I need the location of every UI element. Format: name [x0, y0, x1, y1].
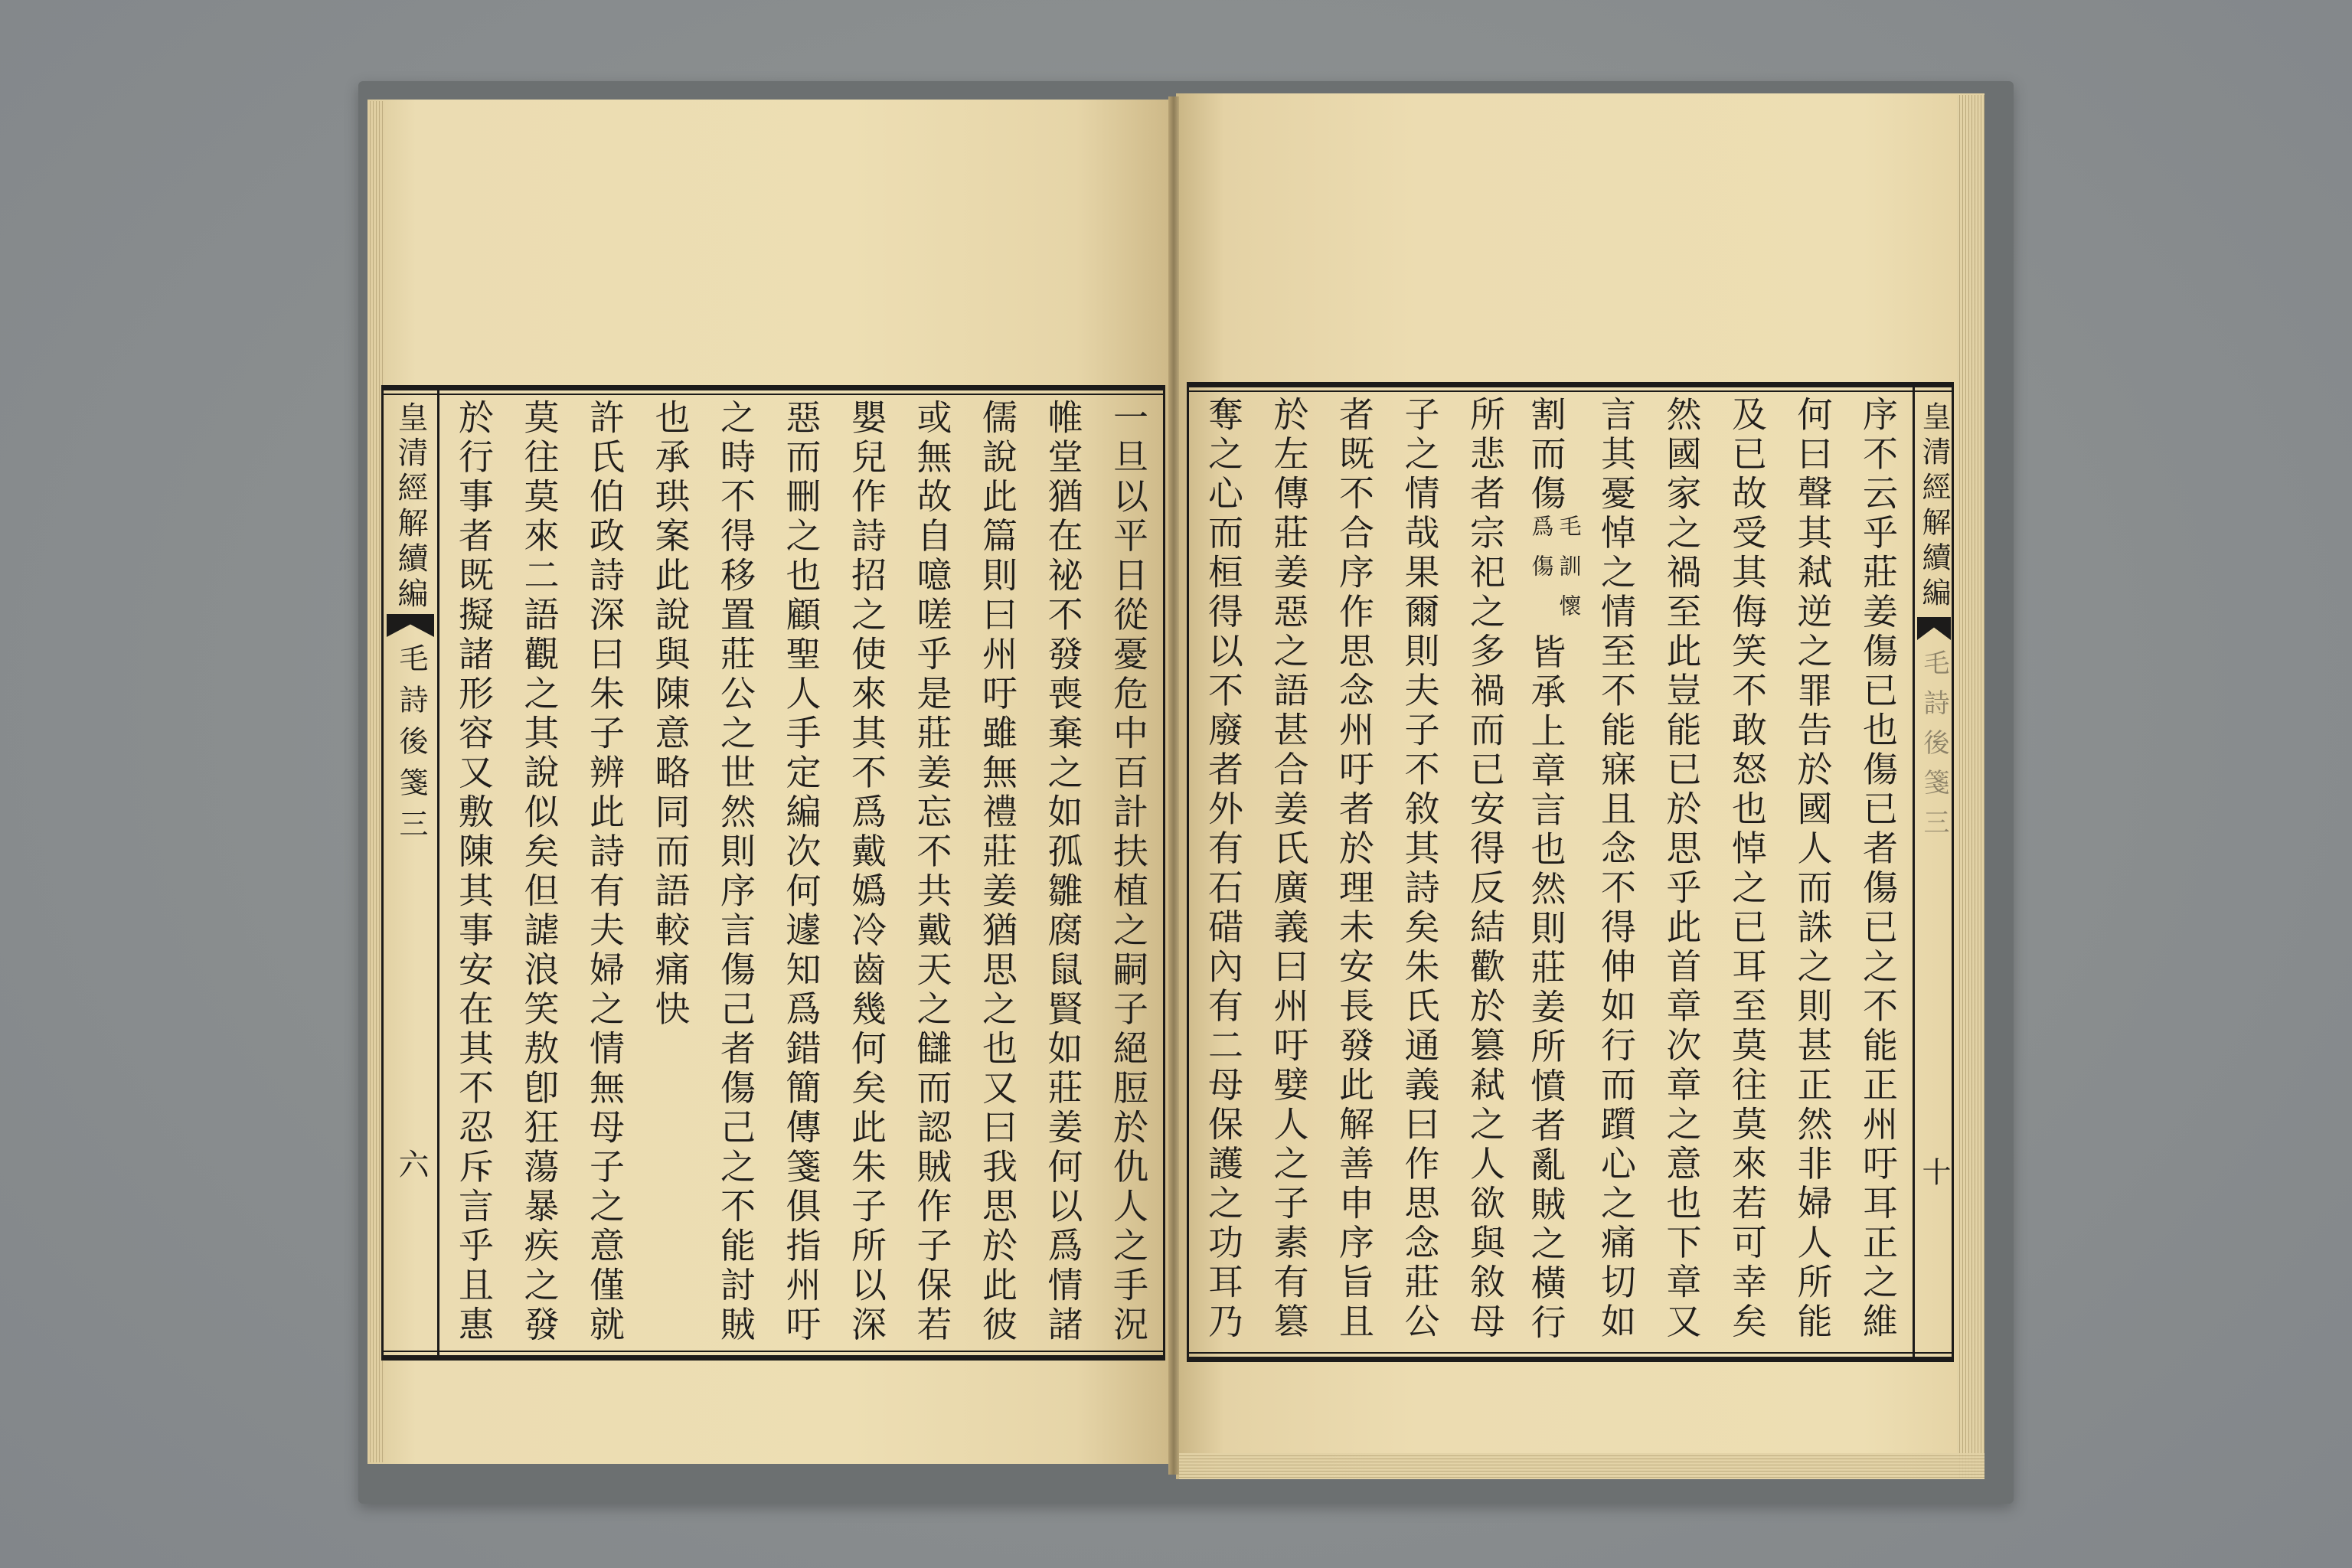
text-column: 惡而刪之也顧聖人手定編次何遽知爲錯簡傳箋俱指州吁 [780, 399, 822, 1345]
text-column: 何曰聲其弒逆之罪告於國人而誅之則甚正然非婦人所能 [1792, 396, 1834, 1342]
text-column: 儒說此篇則曰州吁雖無禮莊姜猶思之也又曰我思於此彼 [977, 399, 1018, 1345]
right-frame-top-rule [1187, 382, 1954, 387]
interlinear-note: 毛訓懷爲傷 [1528, 514, 1583, 634]
text-column: 言其憂悼之情至不能寐且念不得伸如行而躓心之痛切如 [1596, 396, 1637, 1342]
text-column: 許氏伯政詩深曰朱子辨此詩有夫婦之情無母子之意僅就 [584, 399, 626, 1345]
right-folio-number: 十 [1917, 1157, 1951, 1186]
right-volume-title: 毛詩後箋三 [1919, 649, 1949, 848]
column-text-before-note: 割而傷 [1525, 396, 1567, 514]
text-column: 子之情哉果爾則夫子不敘其詩矣朱氏通義曰作思念莊公 [1399, 396, 1441, 1342]
right-frame-outer-right-rule [1952, 382, 1954, 1362]
text-column-annotated [1518, 396, 1583, 1354]
text-column: 奪之心而桓得以不廢者外有石碏內有二母保護之功耳乃 [1203, 396, 1244, 1342]
text-column: 莫往莫來二語觀之其說似矣但謔浪笑敖卽狂蕩暴疾之發 [518, 399, 560, 1345]
left-volume-title: 毛詩後箋三 [394, 643, 428, 850]
bottom-page-edge-stack [1179, 1453, 1984, 1479]
right-page-fold-margin [1915, 387, 1952, 1355]
text-column: 嬰兒作詩招之使來其不爲戴嬀冷齒幾何矣此朱子所以深 [846, 399, 887, 1345]
left-fishtail-mark [387, 614, 434, 637]
text-column: 序不云乎莊姜傷已也傷已者傷已之不能正州吁耳正之維 [1857, 396, 1899, 1342]
left-folio-number: 六 [394, 1148, 429, 1179]
right-page-text-block [1191, 396, 1910, 1354]
text-column: 然國家之禍至此豈能已於思乎此首章次章之意也下章又 [1661, 396, 1703, 1342]
column-text-after-note: 皆承上章言也然則莊姜所憤者亂賊之橫行 [1525, 633, 1567, 1344]
text-column: 及已故受其侮笑不敢怒也悼之已耳至莫往莫來若可幸矣 [1726, 396, 1768, 1342]
right-frame-bottom-rule [1187, 1357, 1954, 1362]
book-gutter [1168, 96, 1179, 1475]
right-frame-outer-left-rule [1187, 382, 1189, 1362]
left-frame-center-rule [437, 385, 439, 1361]
right-fishtail-mark [1917, 617, 1951, 640]
right-frame-top-inner-rule [1188, 390, 1952, 392]
text-column: 也承珙案此說與陳意略同而語較痛快 [649, 399, 691, 1030]
right-page-edge-stack [1957, 95, 1984, 1478]
left-frame-outer-right-rule [1163, 385, 1165, 1361]
text-column: 或無故自噫嗟乎是莊姜忘不共戴天之讎而認賊作子保若 [911, 399, 953, 1345]
left-frame-top-rule [381, 385, 1165, 390]
text-column: 於左傳莊姜惡之語甚合姜氏廣義曰州吁嬖人之子素有篡 [1268, 396, 1310, 1342]
left-page-fold-margin [384, 390, 437, 1355]
text-column: 一旦以平日從憂危中百計扶植之嗣子絕脰於仇人之手況 [1108, 399, 1149, 1345]
text-column: 之時不得移置莊公之世然則序言傷己者傷己之不能討賊 [715, 399, 756, 1345]
text-column: 者既不合序作思念州吁者於理未安長發此解善申序旨且 [1334, 396, 1375, 1342]
left-series-title: 皇清經解續編 [393, 401, 428, 612]
text-column: 於行事者既擬諸形容又敷陳其事安在其不忍斥言乎且惠 [453, 399, 495, 1345]
text-column: 帷堂猶在祕不發喪棄之如孤雛腐鼠賢如莊姜何以爲情諸 [1042, 399, 1084, 1345]
left-page-text-block [441, 399, 1161, 1357]
text-column: 所悲者宗祀之多禍而已安得反結歡於篡弒之人欲與敘母 [1465, 396, 1506, 1342]
left-frame-top-inner-rule [383, 394, 1164, 395]
right-series-title: 皇清經解續編 [1917, 401, 1951, 612]
